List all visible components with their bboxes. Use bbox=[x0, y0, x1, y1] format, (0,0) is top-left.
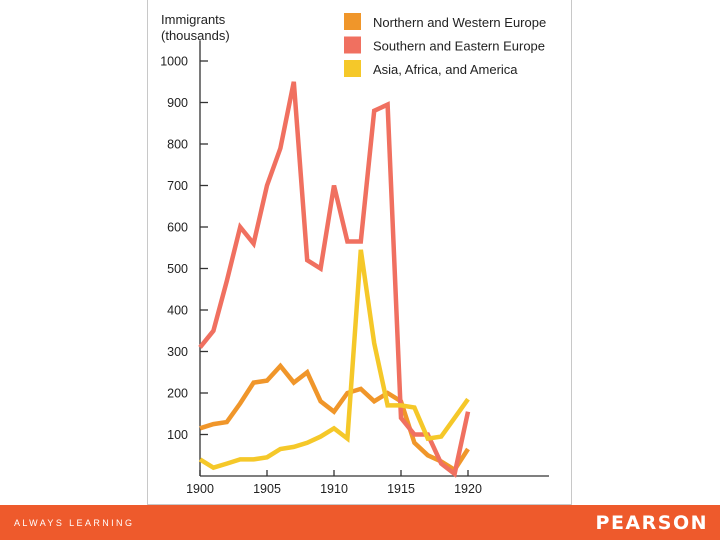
y-tick-label: 1000 bbox=[160, 54, 188, 69]
legend-swatch bbox=[344, 37, 361, 54]
series-line-1 bbox=[200, 82, 468, 474]
y-tick-label: 100 bbox=[167, 428, 188, 442]
x-tick-label: 1905 bbox=[253, 482, 281, 496]
pearson-logo: PEARSON bbox=[595, 512, 708, 534]
legend-label: Northern and Western Europe bbox=[373, 15, 547, 30]
y-tick-label: 600 bbox=[167, 220, 188, 235]
y-tick-label: 200 bbox=[167, 386, 188, 401]
series-line-2 bbox=[200, 250, 468, 468]
x-tick-label: 1910 bbox=[320, 482, 348, 496]
x-tick-label: 1920 bbox=[454, 482, 482, 496]
legend-swatch bbox=[344, 60, 361, 77]
y-tick-label: 800 bbox=[167, 137, 188, 152]
series-line-0 bbox=[200, 366, 468, 470]
y-tick-label: 500 bbox=[167, 262, 188, 276]
y-axis-label: Immigrants bbox=[161, 12, 226, 27]
x-tick-label: 1915 bbox=[387, 482, 415, 496]
y-tick-label: 700 bbox=[167, 179, 188, 193]
footer-bar bbox=[0, 505, 720, 540]
y-tick-label: 400 bbox=[167, 303, 188, 318]
y-axis-label: (thousands) bbox=[161, 28, 230, 43]
immigration-line-chart bbox=[148, 0, 573, 505]
y-tick-label: 300 bbox=[167, 345, 188, 359]
legend-label: Asia, Africa, and America bbox=[373, 62, 518, 77]
legend-label: Southern and Eastern Europe bbox=[373, 38, 546, 54]
x-tick-label: 1900 bbox=[186, 482, 214, 496]
y-tick-label: 900 bbox=[167, 96, 188, 110]
footer-tagline: ALWAYS LEARNING bbox=[14, 518, 135, 528]
legend-swatch bbox=[344, 13, 361, 30]
chart-panel bbox=[147, 0, 572, 505]
